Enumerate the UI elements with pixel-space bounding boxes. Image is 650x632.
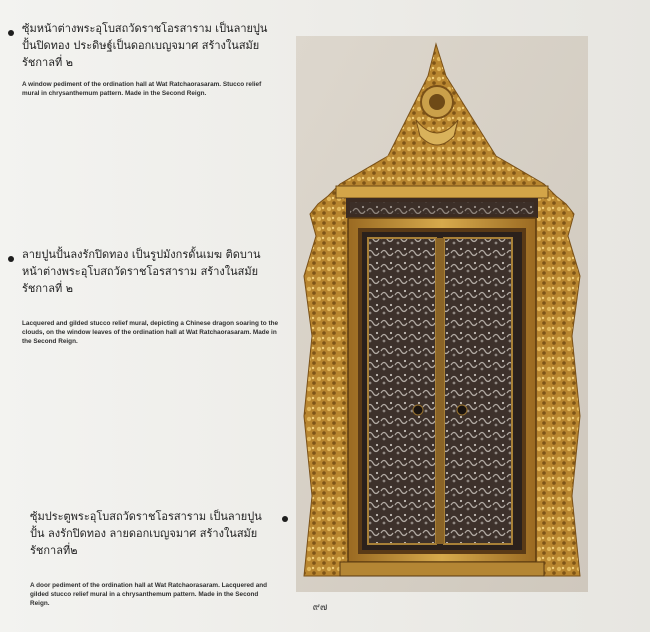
caption-3-thai: ซุ้มประตูพระอุโบสถวัดราชโอรสาราม เป็นลายปูนปั้น ลงรักปิดทอง ลายดอกเบญจมาศ สร้างในสมัยรัชกาลที่๒ — [30, 510, 262, 557]
caption-2-english: Lacquered and gilded stucco relief mural, depicting a Chinese dragon soaring to the clouds, on the window leaves of the ordination hall at Wat Ratchaorasaram. Made in the Second Reign. — [22, 320, 279, 346]
bullet-1 — [8, 30, 14, 36]
pediment-photo — [296, 36, 588, 592]
caption-2 — [22, 246, 280, 347]
caption-3-english: A door pediment of the ordination hall at Wat Ratchaorasaram. Lacquered and gilded stucco relief mural in a chrysanthemum pattern. Made in the Second Reign. — [30, 582, 268, 608]
pediment-illustration — [296, 36, 588, 592]
page-number: ๙๗ — [312, 602, 328, 613]
caption-2-thai: ลายปูนปั้นลงรักปิดทอง เป็นรูปมังกรดั้นเมฆ ติดบานหน้าต่างพระอุโบสถวัดราชโอรสาราม สร้างในสมัยรัชกาลที่ ๒ — [22, 248, 261, 295]
caption-3 — [30, 508, 276, 609]
bullet-2 — [8, 256, 14, 262]
caption-1 — [22, 20, 280, 98]
caption-1-english: A window pediment of the ordination hall at Wat Ratchaorasaram. Stucco relief mural in chrysanthemum pattern. Made in the Second Reign. — [22, 81, 262, 98]
caption-1-thai: ซุ้มหน้าต่างพระอุโบสถวัดราชโอรสาราม เป็นลายปูนปั้นปิดทอง ประดิษฐ์เป็นดอกเบญจมาศ สร้างในสมัยรัชกาลที่ ๒ — [22, 22, 268, 69]
bullet-3 — [282, 516, 288, 522]
